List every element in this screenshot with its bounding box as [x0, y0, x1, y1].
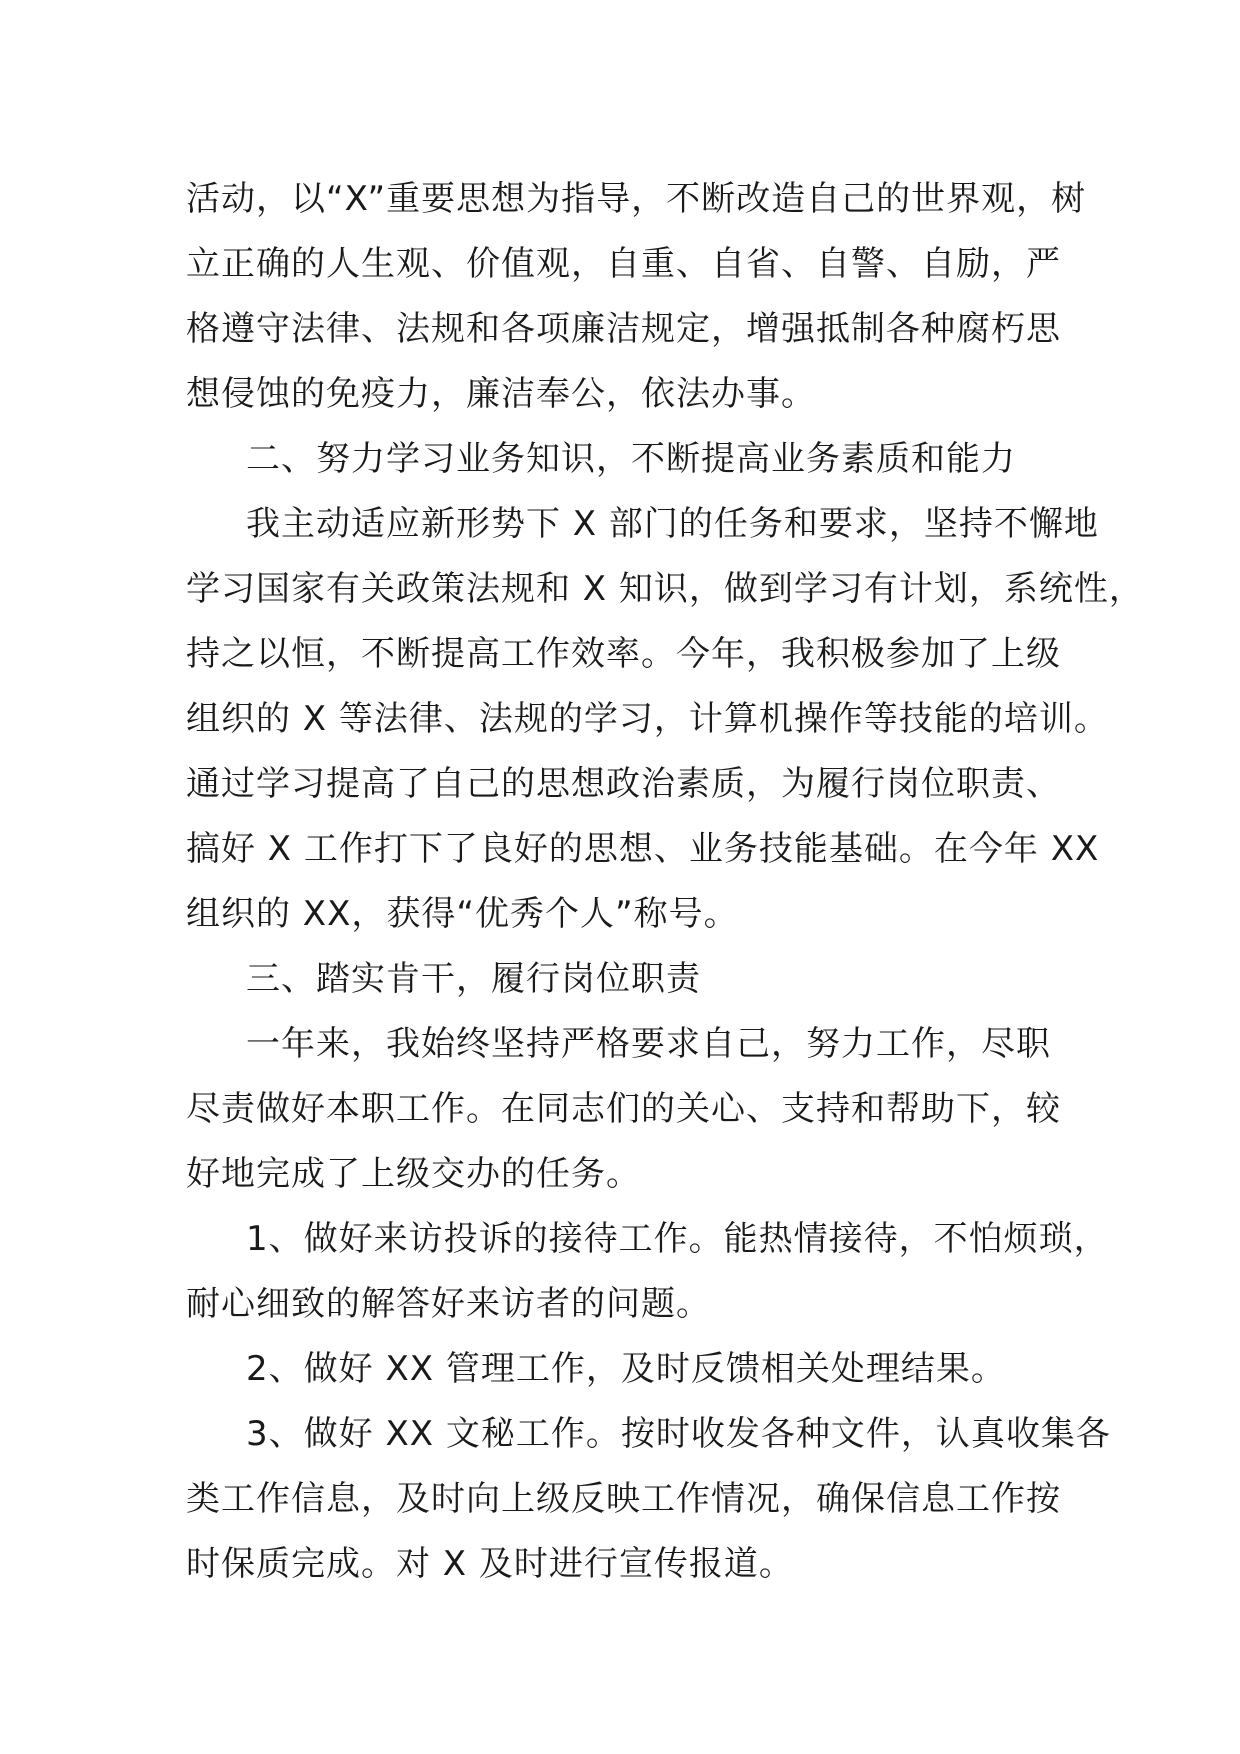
text-line: 立正确的人生观、价值观，自重、自省、自警、自励，严: [186, 244, 1061, 284]
section-heading-3: [186, 947, 1086, 1012]
list-item-3: [186, 1402, 1111, 1597]
text-line: 一年来，我始终坚持严格要求自己，努力工作，尽职: [246, 1024, 1051, 1064]
text-line: 想侵蚀的免疫力，廉洁奉公，依法办事。: [186, 374, 816, 414]
text-line: 格遵守法律、法规和各项廉洁规定，增强抵制各种腐朽思: [186, 309, 1061, 349]
text-line: 1、做好来访投诉的接待工作。能热情接待，不怕烦琐，: [246, 1219, 1109, 1259]
text-line: 好地完成了上级交办的任务。: [186, 1154, 641, 1194]
text-line: 学习国家有关政策法规和 X 知识，做到学习有计划，系统性，: [186, 569, 1144, 609]
text-line: 搞好 X 工作打下了良好的思想、业务技能基础。在今年 XX: [186, 829, 1100, 869]
text-line: 3、做好 XX 文秘工作。按时收发各种文件，认真收集各: [246, 1414, 1111, 1454]
paragraph-study: [186, 492, 1144, 947]
paragraph-duty: [186, 1012, 1086, 1207]
text-line: 组织的 X 等法律、法规的学习，计算机操作等技能的培训。: [186, 699, 1109, 739]
text-line: 类工作信息，及时向上级反映工作情况，确保信息工作按: [186, 1479, 1061, 1519]
list-item-1: [186, 1207, 1109, 1337]
text-line: 持之以恒，不断提高工作效率。今年，我积极参加了上级: [186, 634, 1061, 674]
text-line: 2、做好 XX 管理工作，及时反馈相关处理结果。: [246, 1349, 1006, 1389]
list-item-2: [186, 1337, 1086, 1402]
text-line: 我主动适应新形势下 X 部门的任务和要求，坚持不懈地: [246, 504, 1099, 544]
document-body: [186, 167, 1144, 1597]
text-line: 尽责做好本职工作。在同志们的关心、支持和帮助下，较: [186, 1089, 1061, 1129]
section-heading-2: [186, 427, 1086, 492]
paragraph-1: [186, 167, 1086, 427]
heading-text: 三、踏实肯干，履行岗位职责: [246, 959, 701, 999]
text-line: 耐心细致的解答好来访者的问题。: [186, 1284, 711, 1324]
text-line: 通过学习提高了自己的思想政治素质，为履行岗位职责、: [186, 764, 1061, 804]
heading-text: 二、努力学习业务知识，不断提高业务素质和能力: [246, 439, 1016, 479]
text-line: 活动，以“X”重要思想为指导，不断改造自己的世界观，树: [186, 179, 1087, 219]
text-line: 组织的 XX，获得“优秀个人”称号。: [186, 894, 739, 934]
text-line: 时保质完成。对 X 及时进行宣传报道。: [186, 1544, 794, 1584]
